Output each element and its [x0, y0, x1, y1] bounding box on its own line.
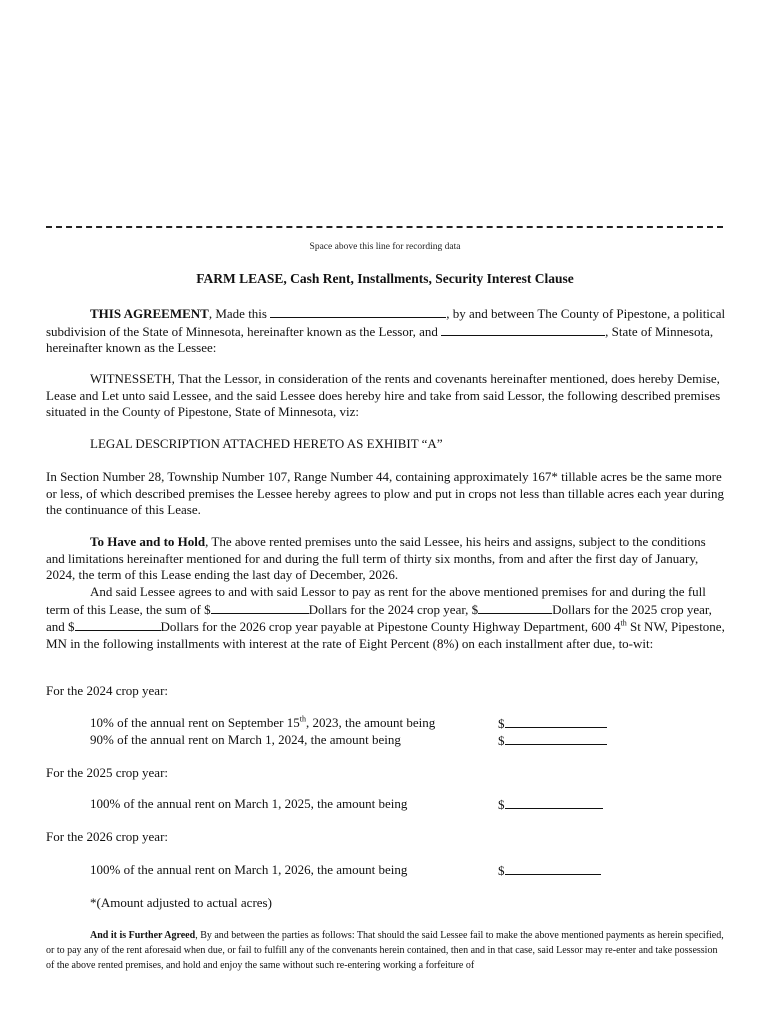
have-and-hold-lead: To Have and to Hold — [90, 534, 206, 549]
crop-2025-heading: For the 2025 crop year: — [46, 765, 169, 780]
witnesseth-paragraph: WITNESSETH, That the Lessor, in consideration of the rents and covenants hereinafter mentioned, does hereby Demise, Lease and Let unto said Lessee, and the said Lessee does hereby hire and take from said Lessor, the following described premises situated in the County of Pipestone, State of Minnesota, viz: — [46, 371, 721, 419]
amount-2024-1 — [498, 715, 607, 732]
recording-note: Space above this line for recording data — [309, 242, 461, 252]
rent-text-d: Dollars for the 2026 crop year payable at Pipestone County Highway Department, 600 4 — [160, 619, 621, 634]
lessee-name-blank — [441, 323, 605, 336]
legal-description-line: LEGAL DESCRIPTION ATTACHED HERETO AS EXHIBIT “A” — [90, 436, 443, 451]
recording-divider-line — [46, 226, 723, 234]
rent-text-a: And said Lessee agrees to and with said Lessor to pay as rent for the above mentioned premises for and during the full term of this Lease, the sum of $ — [46, 584, 706, 617]
amount-2025-1 — [498, 796, 603, 813]
dollar-sign: $ — [498, 716, 505, 731]
amount-2024-2 — [498, 732, 607, 749]
amount-blank — [505, 796, 603, 809]
crop-2024-heading: For the 2024 crop year: — [46, 683, 169, 698]
dollar-sign: $ — [498, 733, 505, 748]
agreement-paragraph — [46, 305, 726, 357]
rent-text-c: Dollars for the 2025 crop year, and $ — [46, 601, 712, 634]
rent-text-e: St NW, Pipestone, MN in the following installments with interest at the rate of Eight Percent (8%) on each installment after due, to-wit: — [46, 619, 725, 651]
installment-2026-1: 100% of the annual rent on March 1, 2026, the amount being — [90, 862, 408, 877]
further-agreed-lead: And it is Further Agreed — [90, 930, 196, 941]
installment-2024-2: 90% of the annual rent on March 1, 2024, the amount being — [90, 732, 401, 747]
rent-2026-blank — [75, 618, 161, 631]
installment-2024-1-text-b: , 2023, the amount being — [305, 715, 436, 730]
acreage-footnote: *(Amount adjusted to actual acres) — [90, 895, 272, 910]
further-agreed-text: , By and between the parties as follows: That should the said Lessee fail to make the above mentioned payments as herein specified, or to pay any of the rent aforesaid when due, or fail to fulfill any of the convenants herein contained, then and in that case, said Lessor may re-enter and take possession of the above rented premises, and hold and enjoy the same without such re-entering working a forfeiture of — [46, 930, 724, 971]
installment-2024-1-sup: th — [299, 714, 306, 724]
crop-2026-heading: For the 2026 crop year: — [46, 829, 169, 844]
installment-2024-1 — [90, 715, 435, 731]
dollar-sign: $ — [498, 797, 505, 812]
agreement-text-2: , by and between The County of Pipestone, a political subdivision of the State of Minnesota, hereinafter known as the Lessor, and — [46, 306, 726, 339]
amount-blank — [505, 732, 607, 745]
amount-2026-1 — [498, 862, 601, 879]
installment-2024-1-text: 10% of the annual rent on September 15 — [90, 715, 300, 730]
agreement-text-3: , State of Minnesota, hereinafter known as the Lessee: — [46, 323, 714, 355]
installment-2025-1: 100% of the annual rent on March 1, 2025, the amount being — [90, 796, 408, 811]
document-title: FARM LEASE, Cash Rent, Installments, Security Interest Clause — [196, 271, 574, 286]
rent-2025-blank — [478, 601, 552, 614]
agreement-text-1: , Made this — [208, 306, 267, 321]
rent-text-sup: th — [620, 618, 627, 628]
date-blank — [270, 305, 446, 318]
have-and-hold-text: , The above rented premises unto the said Lessee, his heirs and assigns, subject to the conditions and limitations hereinafter mentioned for and during the full term of thirty six months, from and after the first day of January, 2024, the term of this Lease ending the last day of December, 2026. — [46, 534, 706, 582]
amount-blank — [505, 715, 607, 728]
rent-text-b: Dollars for the 2024 crop year, $ — [308, 601, 479, 617]
further-agreed-paragraph — [46, 928, 726, 973]
rent-paragraph — [46, 584, 726, 652]
section-paragraph: In Section Number 28, Township Number 107, Range Number 44, containing approximately 167* tillable acres be the same more or less, of which described premises the Lessee hereby agrees to plow and put in crops not less than tillable acres each year during the continuance of this Lease. — [46, 469, 724, 517]
rent-2024-blank — [211, 601, 309, 614]
amount-blank — [505, 862, 601, 875]
have-and-hold-paragraph — [46, 534, 726, 584]
dollar-sign: $ — [498, 863, 505, 878]
agreement-lead: THIS AGREEMENT — [90, 306, 209, 321]
